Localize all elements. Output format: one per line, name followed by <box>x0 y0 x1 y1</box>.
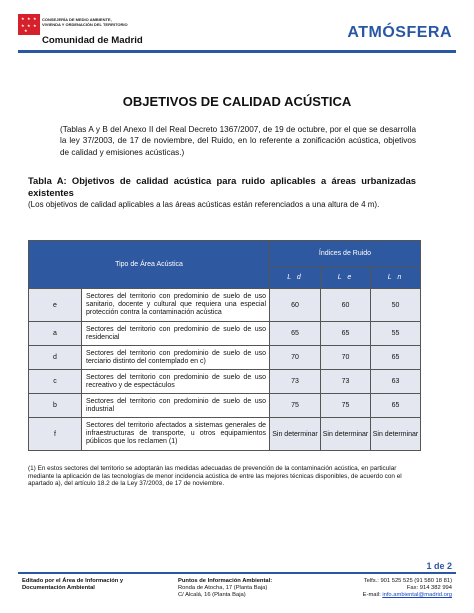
value-le: 70 <box>321 346 371 370</box>
area-description: Sectores del territorio con predominio de suelo de uso residencial <box>82 322 270 346</box>
value-le: 65 <box>321 322 371 346</box>
footer-email-label: E-mail: <box>362 592 383 598</box>
page-number: 1 de 2 <box>426 561 452 571</box>
table-row <box>29 289 421 322</box>
area-code: d <box>29 346 82 370</box>
table-row <box>29 346 421 370</box>
footer-info-points <box>178 578 308 599</box>
table-a-title: Tabla A: Objetivos de calidad acústica para ruido aplicables a áreas urbanizadas existentes <box>28 175 416 198</box>
header-area-type: Tipo de Área Acústica <box>29 241 270 289</box>
intro-paragraph: (Tablas A y B del Anexo II del Real Decreto 1367/2007, de 19 de octubre, por el que se desarrolla la ley 37/2003, de 17 de noviembre, del Ruido, en lo referente a zonificación acústica, objetivos de calidad y emisiones acústicas.) <box>60 125 416 157</box>
header-divider <box>18 50 456 53</box>
area-description: Sectores del territorio con predominio de suelo de uso sanitario, docente y cultural que requiera una especial protección contra la contaminación acústica <box>82 289 270 322</box>
header-le: L e <box>321 267 371 289</box>
value-ln: 55 <box>371 322 421 346</box>
area-code: c <box>29 370 82 394</box>
value-ld: 75 <box>270 394 321 418</box>
value-ld: 70 <box>270 346 321 370</box>
footer-editor-line2: Documentación Ambiental <box>22 585 95 591</box>
table-row <box>29 370 421 394</box>
area-description: Sectores del territorio con predominio de suelo de uso terciario distinto del contemplado en c) <box>82 346 270 370</box>
value-ld: 65 <box>270 322 321 346</box>
value-le: 73 <box>321 370 371 394</box>
table-footnote: (1) En estos sectores del territorio se adoptarán las medidas adecuadas de prevención de la contaminación acústica, en particular mediante la aplicación de las tecnologías de menor incidencia acústica de entre las mejores técnicas disponibles, de acuerdo con el apartado a), del artículo 18.2 de la Ley 37/2003, de 17 de noviembre. <box>28 465 402 488</box>
value-ld: 60 <box>270 289 321 322</box>
org-name: Comunidad de Madrid <box>42 35 143 46</box>
value-ln: 50 <box>371 289 421 322</box>
table-row <box>29 394 421 418</box>
area-code: e <box>29 289 82 322</box>
value-le: 75 <box>321 394 371 418</box>
footer-email-link[interactable]: info.ambiental@madrid.org <box>382 592 452 598</box>
area-description: Sectores del territorio con predominio de suelo de uso recreativo y de espectáculos <box>82 370 270 394</box>
org-line1: CONSEJERÍA DE MEDIO AMBIENTE, <box>42 17 112 22</box>
area-code: f <box>29 418 82 451</box>
table-a-note: (Los objetivos de calidad aplicables a las áreas acústicas están referenciados a una altura de 4 m). <box>28 200 380 209</box>
footer-phone: Telfs.: 901 525 525 (91 580 18 81) <box>363 578 452 584</box>
footer-address-1: Ronda de Atocha, 17 (Planta Baja) <box>178 585 268 591</box>
footer-contact <box>312 578 452 599</box>
area-description: Sectores del territorio afectados a sistemas generales de infraestructuras de transporte, u otros equipamientos públicos que los reclamen (1) <box>82 418 270 451</box>
madrid-flag-icon: ★ ★ ★ ★ ★ ★ ★ <box>18 14 40 35</box>
value-ln: 65 <box>371 394 421 418</box>
value-ld: Sin determinar <box>270 418 321 451</box>
area-code: a <box>29 322 82 346</box>
footer-editor-line1: Editado por el Área de Información y <box>22 578 124 584</box>
section-label: ATMÓSFERA <box>347 24 452 41</box>
value-ln: 65 <box>371 346 421 370</box>
footer-email-line <box>312 592 452 599</box>
footer-address-2: C/ Alcalá, 16 (Planta Baja) <box>178 592 246 598</box>
comunidad-madrid-logo <box>18 14 168 50</box>
value-ln: Sin determinar <box>371 418 421 451</box>
header-ld: L d <box>270 267 321 289</box>
value-ln: 63 <box>371 370 421 394</box>
header-ln: L n <box>371 267 421 289</box>
header-noise-indices: Índices de Ruido <box>270 241 421 267</box>
area-code: b <box>29 394 82 418</box>
table-row <box>29 322 421 346</box>
page-header <box>18 14 456 52</box>
value-le: Sin determinar <box>321 418 371 451</box>
page-title: OBJETIVOS DE CALIDAD ACÚSTICA <box>122 94 352 109</box>
quality-objectives-table <box>28 240 421 451</box>
footer-editor <box>22 578 152 592</box>
table-row <box>29 418 421 451</box>
area-description: Sectores del territorio con predominio de suelo de uso industrial <box>82 394 270 418</box>
footer-info-title: Puntos de Información Ambiental: <box>178 578 273 584</box>
value-ld: 73 <box>270 370 321 394</box>
footer-divider <box>18 572 456 574</box>
footer-fax: Fax: 914 382 994 <box>406 585 452 591</box>
org-line2: VIVIENDA Y ORDENACIÓN DEL TERRITORIO <box>42 22 128 27</box>
value-le: 60 <box>321 289 371 322</box>
